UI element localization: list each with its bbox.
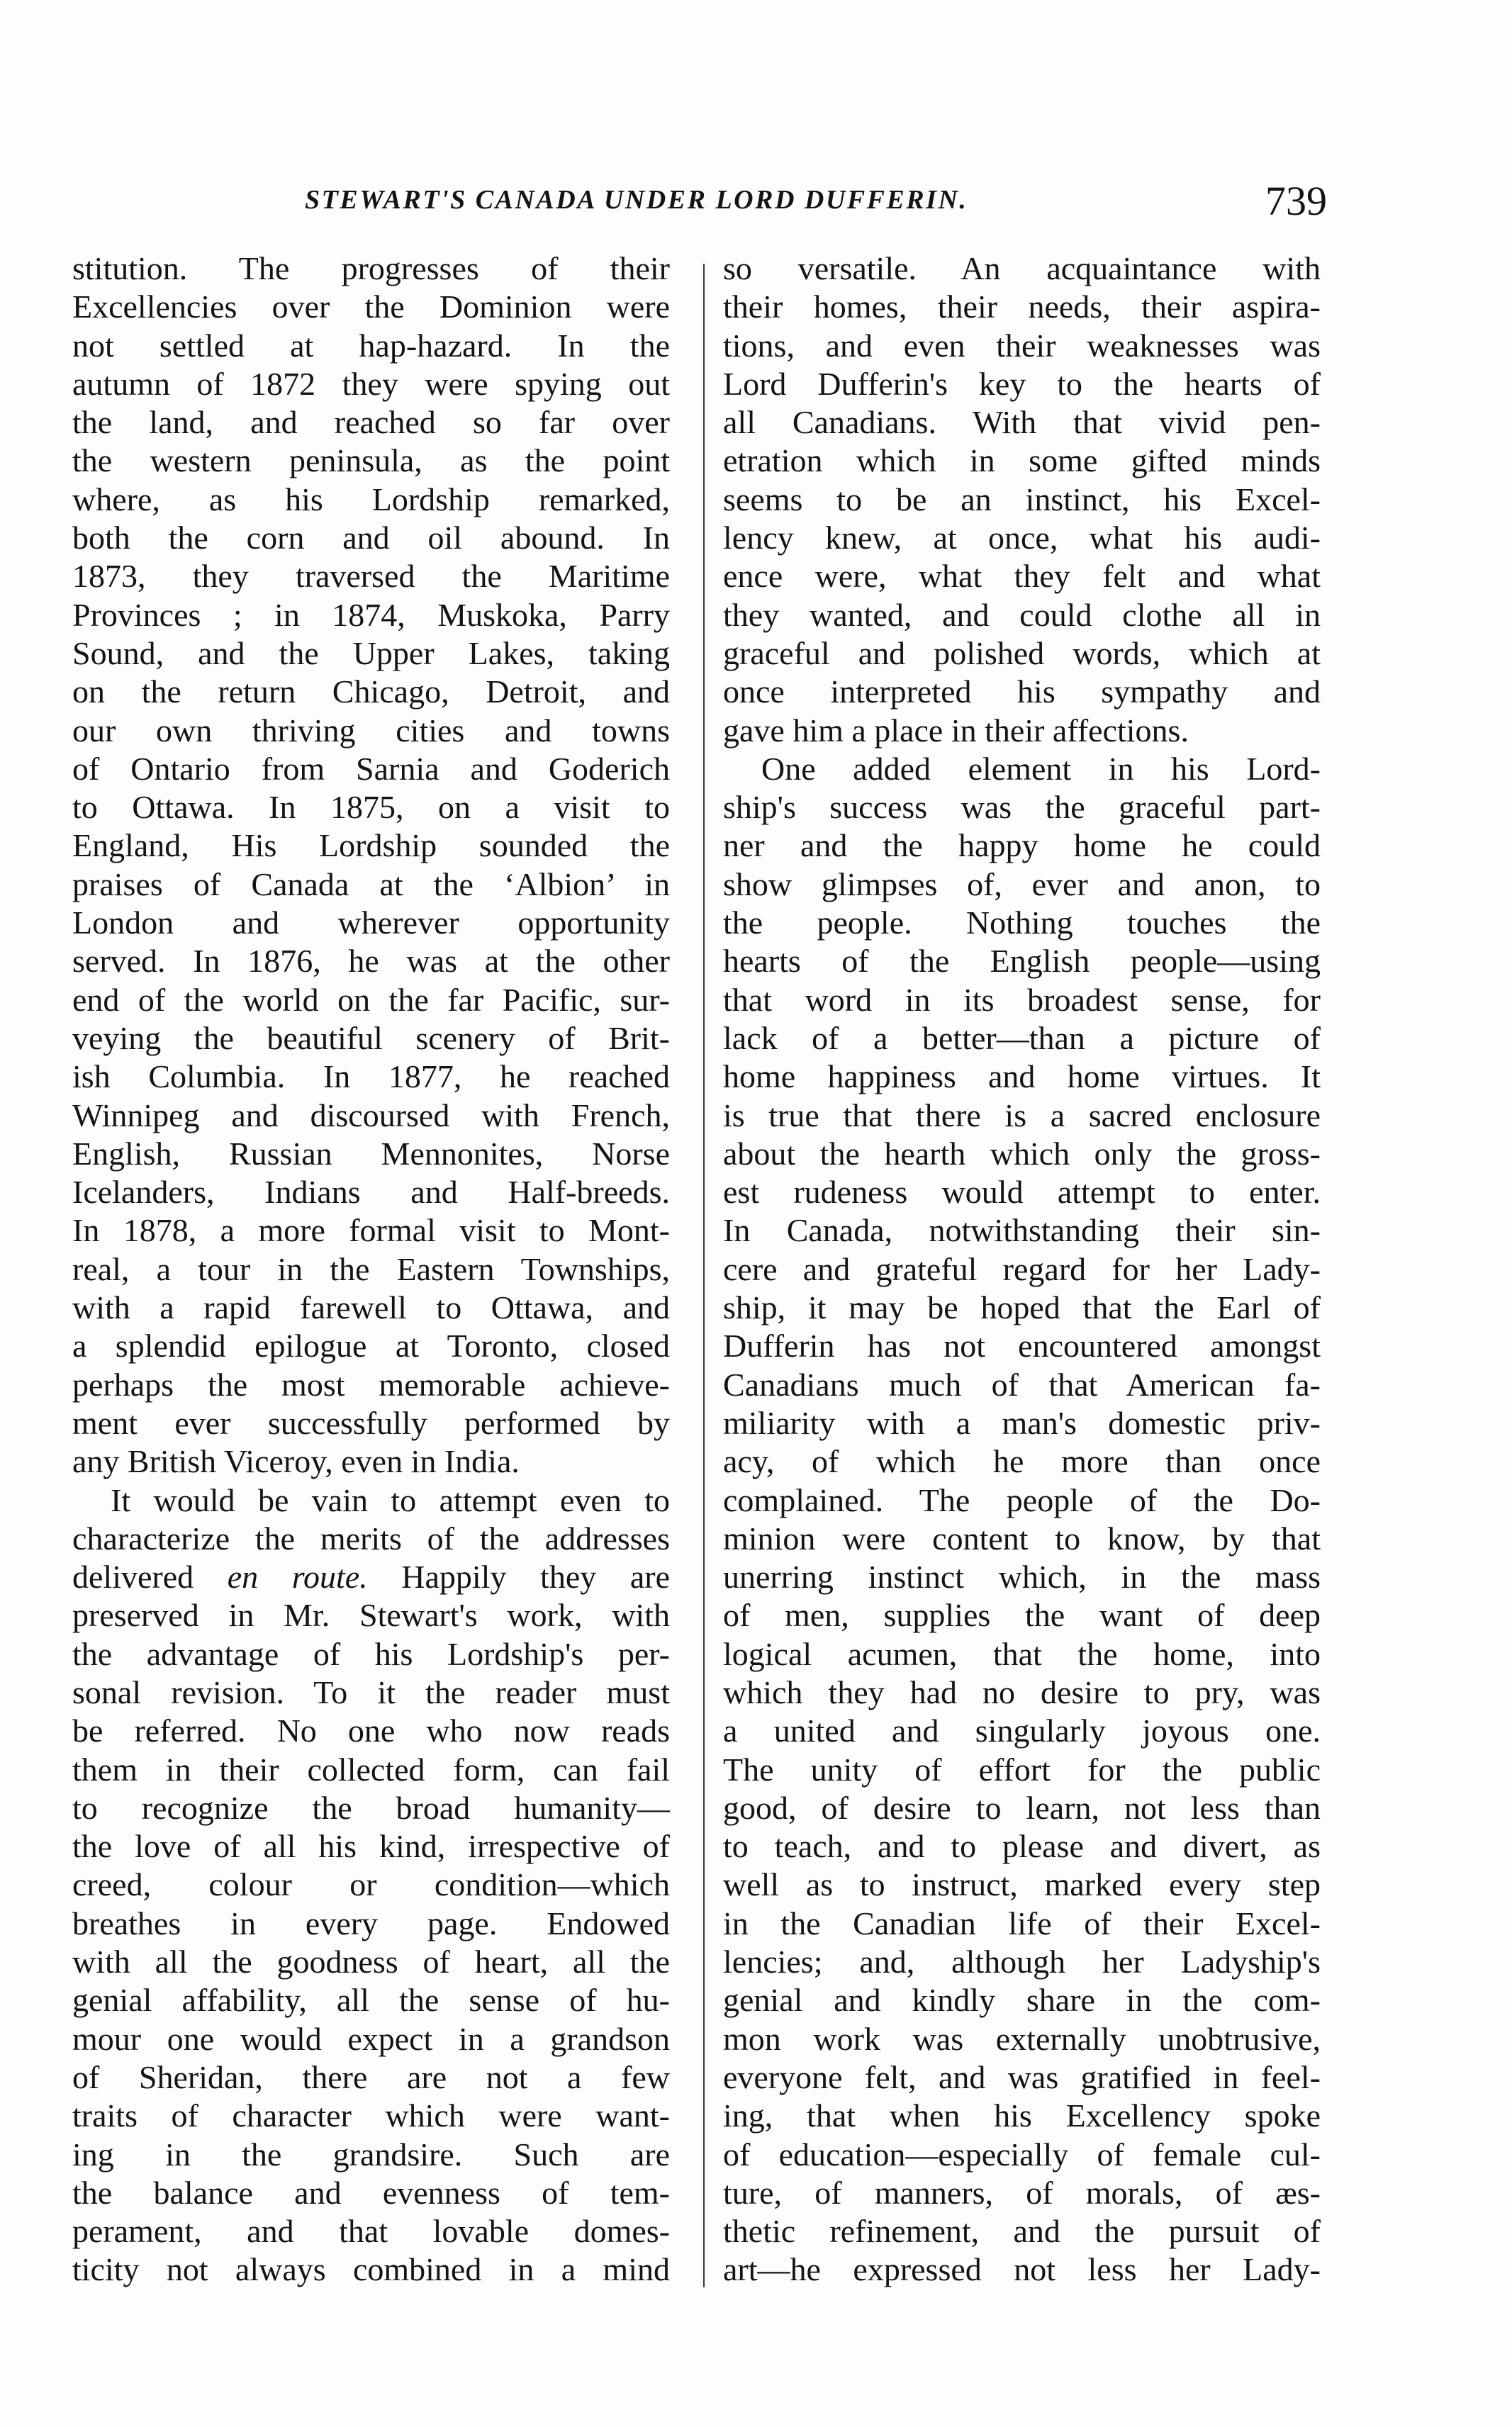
text-line: One added element in his Lord- (761, 750, 1321, 787)
running-head (305, 177, 1439, 227)
text-line: where, as his Lordship remarked, (72, 481, 670, 517)
text-line: ence were, what they felt and what (723, 558, 1321, 595)
text-line: the people. Nothing touches the (723, 904, 1321, 941)
text-line: miliarity with a man's domestic priv- (723, 1404, 1321, 1441)
text-line: ture, of manners, of morals, of æs- (723, 2174, 1321, 2211)
text-line: seems to be an instinct, his Excel- (723, 481, 1321, 517)
text-line: them in their collected form, can fail (72, 1751, 670, 1788)
text-line: tions, and even their weaknesses was (723, 327, 1321, 364)
text-line: they wanted, and could clothe all in (723, 596, 1321, 633)
text-fragment: Happily they are (367, 1559, 671, 1596)
text-line: to teach, and to please and divert, as (723, 1828, 1321, 1865)
text-line: well as to instruct, marked every step (723, 1866, 1321, 1903)
text-line: Canadians much of that American fa- (723, 1366, 1321, 1403)
text-line: our own thriving cities and towns (72, 712, 670, 749)
text-line: of Sheridan, there are not a few (72, 2058, 670, 2095)
text-line: graceful and polished words, which at (723, 634, 1321, 671)
text-line: the land, and reached so far over (72, 404, 670, 441)
text-line: breathes in every page. Endowed (72, 1905, 670, 1941)
text-line: unerring instinct which, in the mass (723, 1559, 1321, 1596)
text-line: The unity of effort for the public (723, 1751, 1321, 1788)
left-column (72, 250, 670, 2289)
text-line: ing in the grandsire. Such are (72, 2136, 670, 2173)
text-line: all Canadians. With that vivid pen- (723, 404, 1321, 441)
text-line: It would be vain to attempt even to (111, 1481, 670, 1518)
text-line: end of the world on the far Pacific, sur- (72, 981, 670, 1018)
text-line: ment ever successfully performed by (72, 1404, 670, 1441)
text-line: their homes, their needs, their aspira- (723, 288, 1321, 325)
text-line: creed, colour or condition—which (72, 1866, 670, 1903)
text-line: art—he expressed not less her Lady- (723, 2251, 1321, 2288)
text-line: Excellencies over the Dominion were (72, 288, 670, 325)
text-line: characterize the merits of the addresses (72, 1520, 670, 1557)
text-line: good, of desire to learn, not less than (723, 1789, 1321, 1826)
text-line: veying the beautiful scenery of Brit- (72, 1019, 670, 1056)
text-line: once interpreted his sympathy and (723, 673, 1321, 710)
text-line: mour one would expect in a grandson (72, 2020, 670, 2057)
text-line: minion were content to know, by that (723, 1520, 1321, 1557)
text-line: which they had no desire to pry, was (723, 1674, 1321, 1710)
text-line: a united and singularly joyous one. (723, 1713, 1321, 1749)
text-line: the balance and evenness of tem- (72, 2174, 670, 2211)
text-line: stitution. The progresses of their (72, 250, 670, 286)
text-line: the advantage of his Lordship's per- (72, 1635, 670, 1672)
text-line: ner and the happy home he could (723, 827, 1321, 864)
text-line: ship, it may be hoped that the Earl of (723, 1289, 1321, 1326)
right-column (723, 250, 1321, 2289)
text-line: with all the goodness of heart, all the (72, 1944, 670, 1980)
text-line: to Ottawa. In 1875, on a visit to (72, 789, 670, 826)
text-line: est rudeness would attempt to enter. (723, 1174, 1321, 1211)
text-line: lack of a better—than a picture of (723, 1019, 1321, 1056)
text-line: lency knew, at once, what his audi- (723, 520, 1321, 556)
text-line: Provinces ; in 1874, Muskoka, Parry (72, 596, 670, 633)
text-line-with-italic (72, 1558, 670, 1596)
text-line: of education—especially of female cul- (723, 2136, 1321, 2173)
text-line: ship's success was the graceful part- (723, 789, 1321, 826)
text-line: show glimpses of, ever and anon, to (723, 865, 1321, 902)
text-line: In 1878, a more formal visit to Mont- (72, 1212, 670, 1249)
page-number: 739 (1265, 178, 1327, 224)
text-line: 1873, they traversed the Maritime (72, 558, 670, 595)
text-line: Winnipeg and discoursed with French, (72, 1097, 670, 1133)
text-line: genial and kindly share in the com- (723, 1982, 1321, 2019)
text-line: thetic refinement, and the pursuit of (723, 2213, 1321, 2250)
text-line: etration which in some gifted minds (723, 442, 1321, 479)
text-line: so versatile. An acquaintance with (723, 250, 1321, 286)
italic-phrase: en route. (227, 1559, 368, 1596)
text-line: of men, supplies the want of deep (723, 1597, 1321, 1634)
text-line: Dufferin has not encountered amongst (723, 1328, 1321, 1364)
text-line: autumn of 1872 they were spying out (72, 365, 670, 402)
running-head-title: STEWART'S CANADA UNDER LORD DUFFERIN. (305, 185, 968, 215)
text-line: mon work was externally unobtrusive, (723, 2020, 1321, 2057)
text-line: about the hearth which only the gross- (723, 1135, 1321, 1172)
column-divider (703, 264, 705, 2287)
text-line: Lord Dufferin's key to the hearts of (723, 365, 1321, 402)
text-line: sonal revision. To it the reader must (72, 1674, 670, 1710)
text-line: logical acumen, that the home, into (723, 1635, 1321, 1672)
text-line: home happiness and home virtues. It (723, 1058, 1321, 1095)
text-line: cere and grateful regard for her Lady- (723, 1250, 1321, 1287)
text-line: on the return Chicago, Detroit, and (72, 673, 670, 710)
text-line: preserved in Mr. Stewart's work, with (72, 1597, 670, 1634)
text-line: a splendid epilogue at Toronto, closed (72, 1328, 670, 1364)
text-line: not settled at hap-hazard. In the (72, 327, 670, 364)
text-line: traits of character which were want- (72, 2097, 670, 2134)
text-line: is true that there is a sacred enclosure (723, 1097, 1321, 1133)
text-line: the love of all his kind, irrespective of (72, 1828, 670, 1865)
text-line: praises of Canada at the ‘Albion’ in (72, 865, 670, 902)
text-line: gave him a place in their affections. (723, 712, 1189, 749)
text-line: ish Columbia. In 1877, he reached (72, 1058, 670, 1095)
text-line: Icelanders, Indians and Half-breeds. (72, 1174, 670, 1211)
text-line: perhaps the most memorable achieve- (72, 1366, 670, 1403)
text-line: England, His Lordship sounded the (72, 827, 670, 864)
text-fragment: delivered (72, 1559, 228, 1596)
text-line: Sound, and the Upper Lakes, taking (72, 634, 670, 671)
text-line: complained. The people of the Do- (723, 1481, 1321, 1518)
text-line: genial affability, all the sense of hu- (72, 1982, 670, 2019)
text-line: the western peninsula, as the point (72, 442, 670, 479)
text-line: both the corn and oil abound. In (72, 520, 670, 556)
text-line: hearts of the English people—using (723, 943, 1321, 980)
text-line: in the Canadian life of their Excel- (723, 1905, 1321, 1941)
text-line: of Ontario from Sarnia and Goderich (72, 750, 670, 787)
text-line: In Canada, notwithstanding their sin- (723, 1212, 1321, 1249)
text-line: London and wherever opportunity (72, 904, 670, 941)
text-line: that word in its broadest sense, for (723, 981, 1321, 1018)
text-line: everyone felt, and was gratified in feel- (723, 2058, 1321, 2095)
text-line: acy, of which he more than once (723, 1443, 1321, 1480)
text-line: English, Russian Mennonites, Norse (72, 1135, 670, 1172)
text-line: lencies; and, although her Ladyship's (723, 1944, 1321, 1980)
text-line: any British Viceroy, even in India. (72, 1443, 520, 1480)
text-line: ing, that when his Excellency spoke (723, 2097, 1321, 2134)
text-line: ticity not always combined in a mind (72, 2251, 670, 2288)
text-line: real, a tour in the Eastern Townships, (72, 1250, 670, 1287)
text-line: served. In 1876, he was at the other (72, 943, 670, 980)
text-line: with a rapid farewell to Ottawa, and (72, 1289, 670, 1326)
text-line: be referred. No one who now reads (72, 1713, 670, 1749)
text-line: to recognize the broad humanity— (72, 1789, 670, 1826)
text-line: perament, and that lovable domes- (72, 2213, 670, 2250)
